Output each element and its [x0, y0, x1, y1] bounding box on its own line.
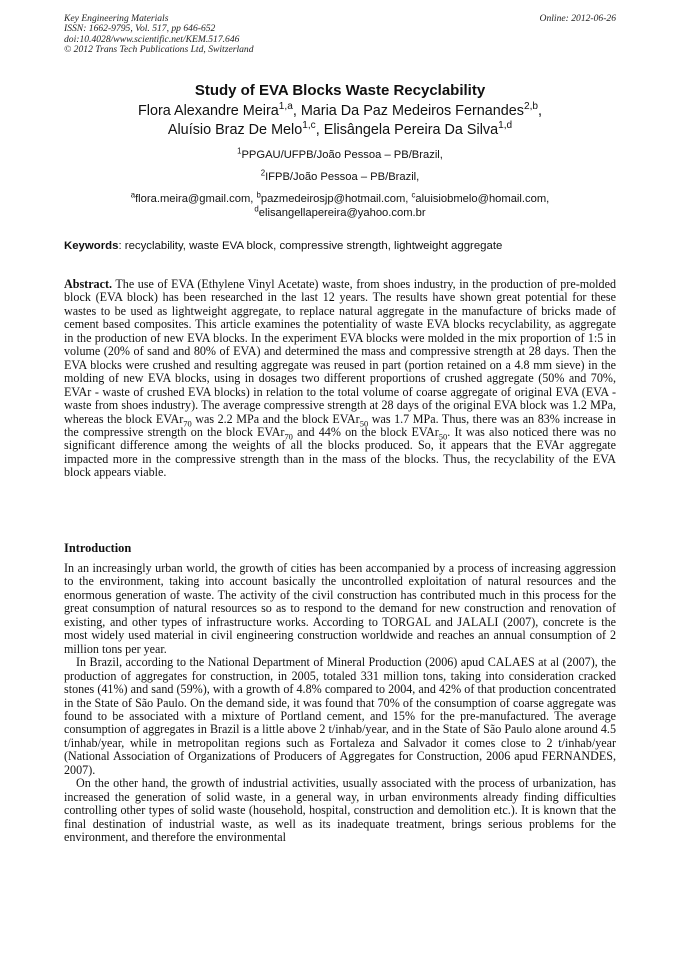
email-link[interactable]: flora.meira@gmail.com, — [135, 193, 254, 205]
abstract — [64, 278, 616, 480]
author-superscript: 1,d — [498, 119, 513, 131]
journal-name: Key Engineering Materials — [64, 13, 169, 24]
author-superscript: 1,c — [302, 119, 316, 131]
intro-paragraph-3: On the other hand, the growth of industrial activities, usually associated with the process of urbanization, has increased the generation of solid waste, in a general way, in urban environments already finding difficulties controlling other types of solid waste (household, hospital, construction and demolition etc.). It is known that the final destination of industrial waste, as well as its inadequate treatment, brings serious problems for the environment, and therefore the environmental — [64, 776, 616, 845]
author-name: Maria Da Paz Medeiros Fernandes — [300, 103, 524, 119]
email-superscript: a — [130, 190, 136, 200]
journal-header — [64, 14, 616, 56]
author-name: Flora Alexandre Meira — [138, 103, 279, 119]
email-link[interactable]: pazmedeirosjp@hotmail.com, — [260, 193, 409, 205]
email-line-2 — [64, 203, 616, 221]
email-superscript: d — [254, 203, 259, 213]
abstract-text: . It was also noticed there was no significant difference among the weights of all the blocks produced. So, it appears that the EVAr aggregate impacted more in the compressive strength than in the mass of the blocks. Thus, the recyclability of the EVA block appears viable. — [64, 424, 616, 480]
abstract-text: The use of EVA (Ethylene Vinyl Acetate) waste, from shoes industry, in the production of pre-molded block (EVA block) has been researched in the last 12 years. The results have shown great potential for these wastes to be used as lightweight aggregate, to replace natural aggregate in the manufacture of bricks made of cement based composites. This article examines the potentiality of waste EVA blocks recyclability, as aggregate in the production of new EVA blocks. In the experiment EVA blocks were molded in the mix proportion of 1:5 in volume (20% of sand and 80% of EVA) and determined the mass and compressive strength at 28 days. Then the EVA blocks were crushed and resulting aggregate was reused in part (portion retained on a 4.8 mm sieve) in the molding of new EVA blocks, using in dosages two different proportions of crushed aggregate (50% and 70%, EVAr - waste of crushed EVA blocks) in relation to the total volume of coarse aggregate of original EVA (EVA - waste from shoes industry). The average compressive strength at 28 days of the original EVA block was 1.2 MPa, whereas the block EVAr — [64, 277, 616, 426]
subscript: 50 — [438, 431, 448, 442]
intro-paragraph-1: In an increasingly urban world, the growth of cities has been accompanied by a process of increasing aggression to the environment, taking into account basically the uncontrolled exploitation of natural resources and the enormous generation of waste. The activity of the civil construction has contributed much in this process for the great consumption of natural resources so as to respond to the demand for new construction and renovation of existing, and other types of infrastructure works. According to TORGAL and JALALI (2007), concrete is the most widely used material in civil engineering construction worldwide and reaches an annual consumption of 2 million tons per year. — [64, 561, 616, 656]
author-name: Aluísio Braz De Melo — [167, 121, 303, 138]
author-line-1: Flora Alexandre Meira$^{1,a}$, Maria Da Paz Medeiros Fernandes$^{2,b}$, — [138, 101, 542, 119]
abstract-text: was 1.7 MPa. Thus, there was an 83% increase in the compressive strength on the block EVAr — [64, 411, 616, 439]
author-line-2: Aluísio Braz De Melo$^{1,c}$, Elisângela Pereira Da Silva$^{1,d}$ — [167, 119, 513, 138]
email-superscript: c — [411, 190, 416, 200]
affiliation-superscript: 2 — [260, 168, 266, 178]
abstract-text: and 44% on the block EVAr — [292, 424, 439, 439]
author-superscript: 1,a — [278, 101, 293, 113]
keywords-label: Keywords — [64, 240, 119, 252]
subscript: 50 — [359, 417, 369, 428]
keywords-text: : recyclability, waste EVA block, compressive strength, lightweight aggregate — [118, 240, 503, 252]
author-list — [64, 102, 616, 139]
introduction-body — [64, 562, 616, 845]
paper-title: Study of EVA Blocks Waste Recyclability — [194, 82, 486, 99]
abstract-paragraph — [64, 278, 616, 480]
abstract-label: Abstract. — [64, 277, 113, 291]
email-line-1 — [64, 190, 616, 207]
affiliation-2 — [64, 168, 616, 185]
subscript: 70 — [183, 417, 192, 428]
issn-line: ISSN: 1662-9795, Vol. 517, pp 646-652 — [64, 23, 216, 35]
affiliation-text: PPGAU/UFPB/João Pessoa – PB/Brazil, — [241, 149, 443, 161]
copyright-line: © 2012 Trans Tech Publications Ltd, Switzerland — [64, 44, 254, 56]
author-superscript: 2,b — [523, 101, 538, 113]
introduction-heading: Introduction — [64, 541, 132, 555]
affiliation-superscript: 1 — [237, 146, 242, 156]
intro-paragraph-2: In Brazil, according to the National Department of Mineral Production (2006) apud CALAES at al (2007), the production of aggregates for construction, in 2005, totaled 331 million tons, taking into consideration cracked stones (41%) and sand (59%), with a growth of 4.8% compared to 2004, and 42% of that production concentrated in the State of São Paulo. On the demand side, it was found that 70% of the consumption of coarse aggregate was found to be associated with a mixture of Portland cement, and 15% for the pre-manufactured. The average consumption of aggregates in Brazil is a little above 2 t/inhab/year, and in the State of São Paulo alone around 4.5 t/inhab/year, while in metropolitan regions such as Fortaleza and Salvador it comes close to 2 t/inhab/year (National Association of Organizations of Producers of Aggregates for Construction, 2006 apud FERNANDES, 2007). — [64, 655, 616, 777]
email-link[interactable]: elisangellapereira@yahoo.com.br — [258, 206, 426, 219]
affiliation-1 — [64, 146, 616, 163]
abstract-text: was 2.2 MPa and the block EVAr — [191, 411, 360, 426]
email-link[interactable]: aluisiobmelo@homail.com, — [415, 193, 550, 205]
affiliation-text: IFPB/João Pessoa – PB/Brazil, — [265, 171, 420, 183]
email-list — [64, 190, 616, 220]
subscript: 70 — [284, 431, 293, 442]
online-date: Online: 2012-06-26 — [539, 13, 616, 24]
author-name: Elisângela Pereira Da Silva — [323, 121, 499, 138]
email-superscript: b — [256, 190, 261, 200]
doi-line: doi:10.4028/www.scientific.net/KEM.517.646 — [64, 33, 240, 45]
keywords-line — [64, 240, 616, 252]
